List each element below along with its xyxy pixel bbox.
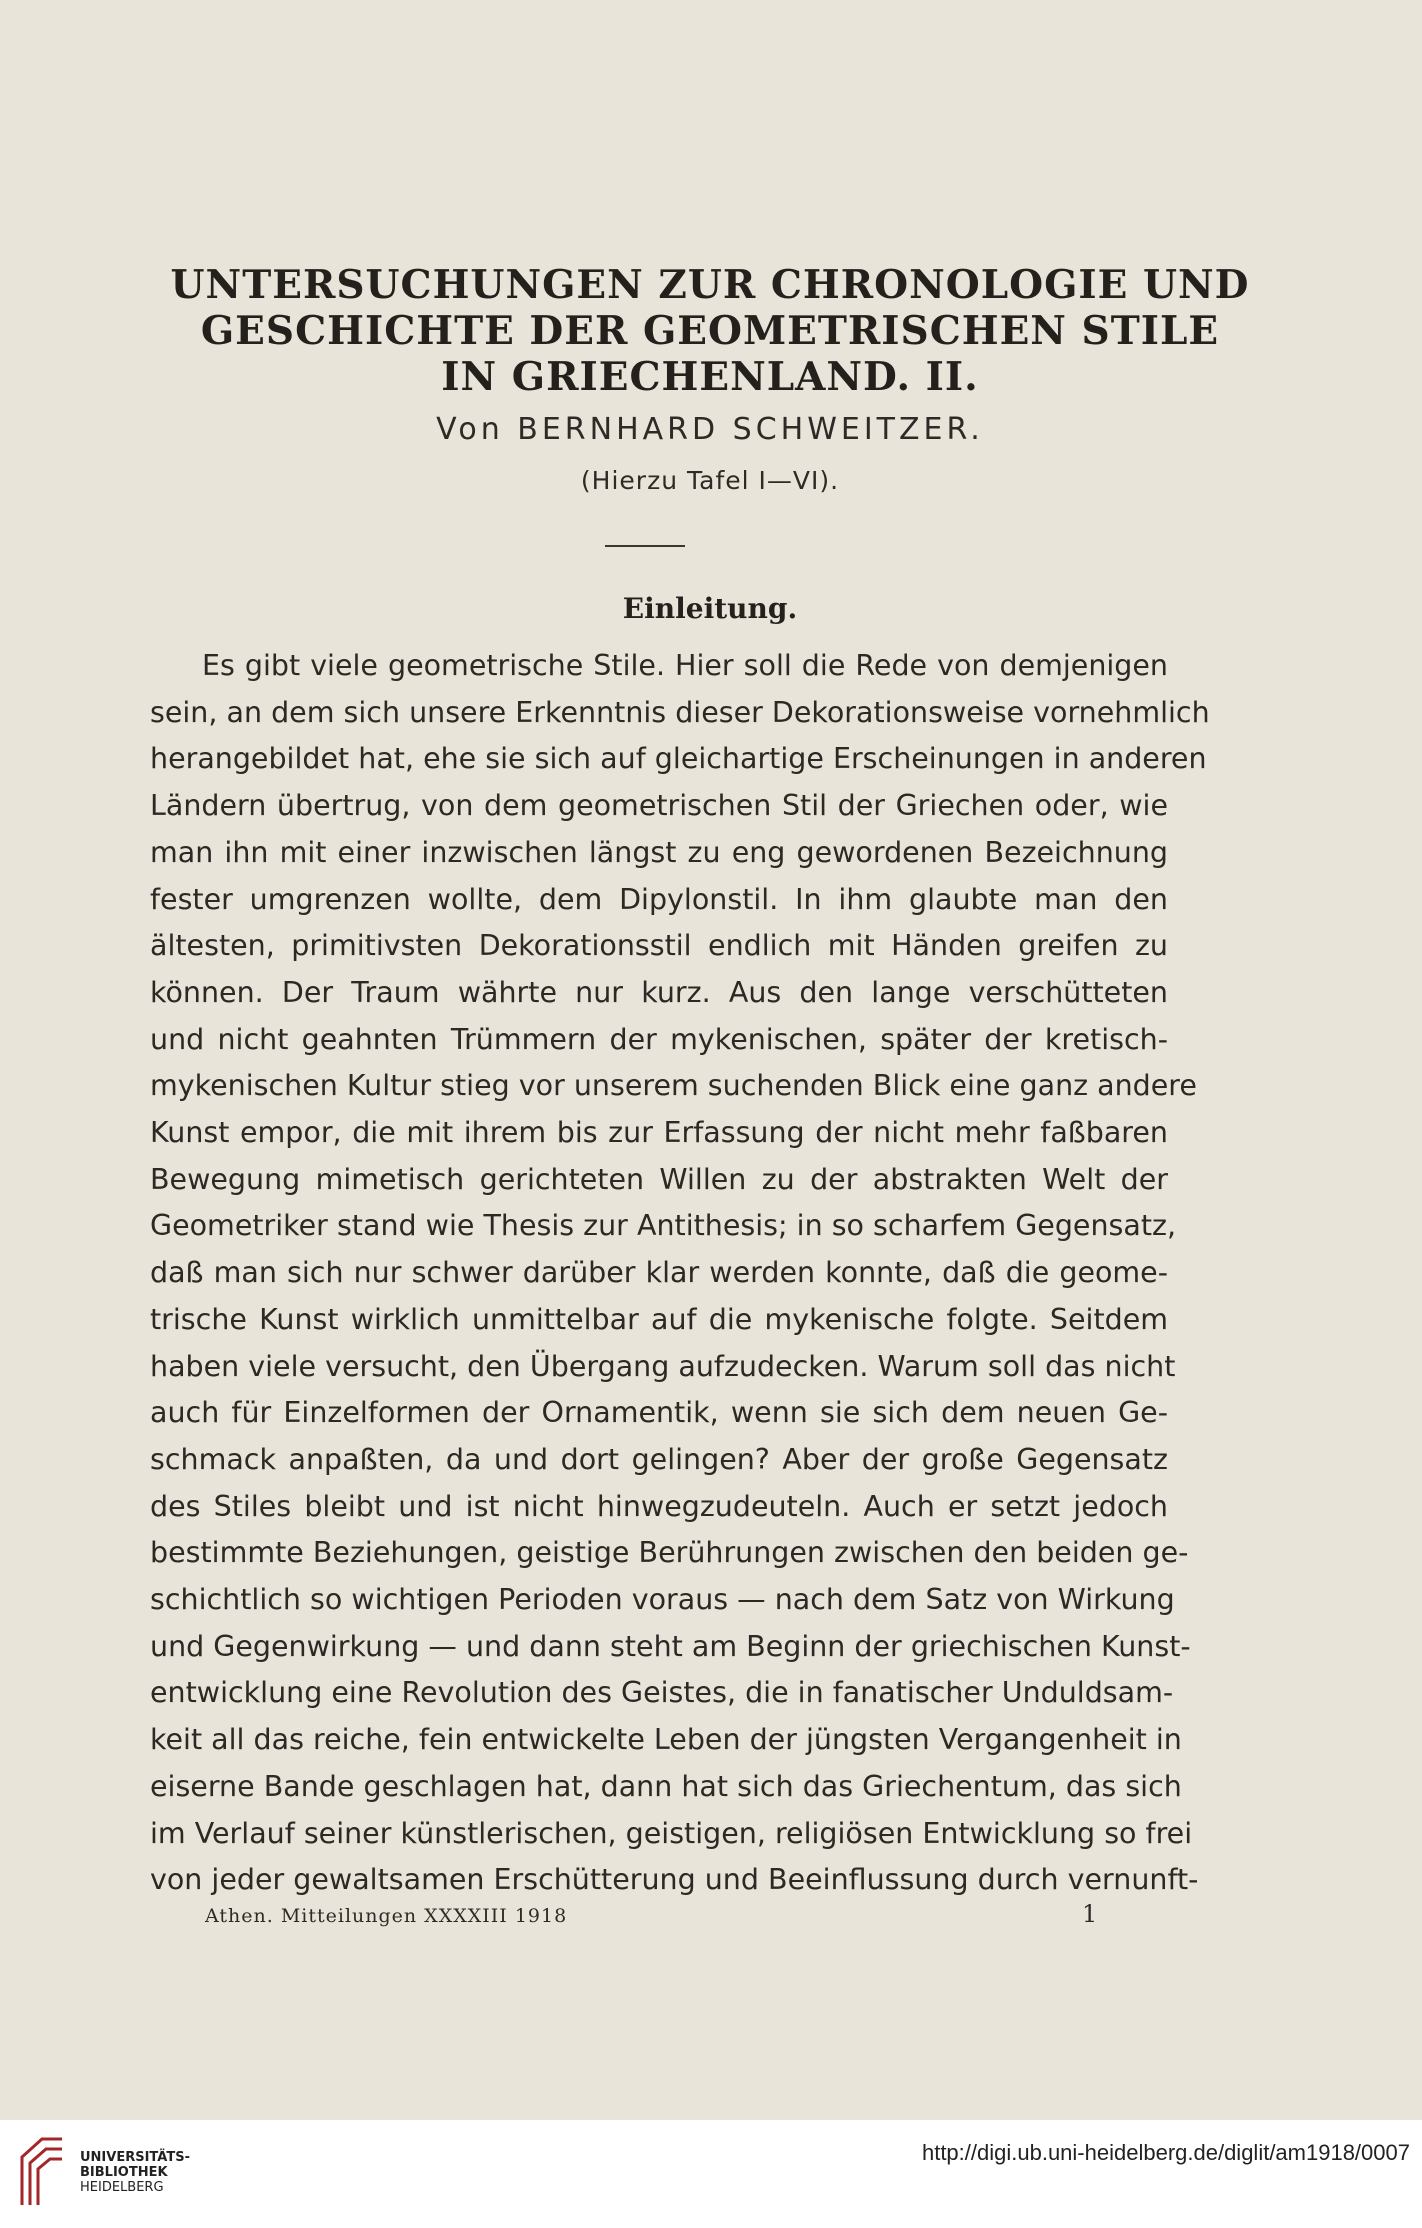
- body-line: und Gegenwirkung — und dann steht am Beginn der griechischen Kunst-: [150, 1629, 1191, 1663]
- library-line-1: UNIVERSITÄTS-: [80, 2150, 190, 2165]
- article-title: [140, 262, 1280, 400]
- body-line: herangebildet hat, ehe sie sich auf gleichartige Erscheinungen in anderen: [150, 742, 1207, 776]
- body-line: schichtlich so wichtigen Perioden voraus — nach dem Satz von Wirkung: [150, 1583, 1175, 1617]
- body-line: entwicklung eine Revolution des Geistes, die in fanatischer Unduldsam-: [150, 1676, 1174, 1710]
- body-line: Bewegung mimetisch gerichteten Willen zu der abstrakten Welt der: [150, 1162, 1168, 1196]
- journal-footer: Athen. Mitteilungen XXXXIII 1918: [205, 1905, 568, 1927]
- permalink-url[interactable]: http://digi.ub.uni-heidelberg.de/diglit/am1918/0007: [921, 2140, 1410, 2165]
- plates-note: (Hierzu Tafel I—VI).: [580, 466, 840, 495]
- body-line: des Stiles bleibt und ist nicht hinwegzudeuteln. Auch er setzt jedoch: [150, 1489, 1168, 1523]
- body-line: ältesten, primitivsten Dekorationsstil endlich mit Händen greifen zu: [150, 929, 1168, 963]
- divider-rule: [605, 545, 685, 547]
- body-line: sein, an dem sich unsere Erkenntnis dieser Dekorationsweise vornehmlich: [150, 695, 1210, 729]
- author-line: Von BERNHARD SCHWEITZER.: [436, 412, 984, 447]
- section-heading: Einleitung.: [622, 592, 798, 625]
- page-number: 1: [1082, 1900, 1098, 1928]
- body-line: von jeder gewaltsamen Erschütterung und Beeinflussung durch vernunft-: [150, 1863, 1199, 1897]
- body-line: Kunst empor, die mit ihrem bis zur Erfassung der nicht mehr faßbaren: [150, 1116, 1168, 1150]
- library-line-3: HEIDELBERG: [80, 2180, 164, 2195]
- body-line: man ihn mit einer inzwischen längst zu eng gewordenen Bezeichnung: [150, 835, 1168, 869]
- body-line: Ländern übertrug, von dem geometrischen Stil der Griechen oder, wie: [150, 789, 1168, 823]
- body-line: daß man sich nur schwer darüber klar werden konnte, daß die geome-: [150, 1256, 1168, 1290]
- title-line-2: GESCHICHTE DER GEOMETRISCHEN STILE: [200, 308, 1220, 354]
- body-line: und nicht geahnten Trümmern der mykenischen, später der kretisch-: [150, 1022, 1168, 1056]
- body-line: bestimmte Beziehungen, geistige Berührungen zwischen den beiden ge-: [150, 1536, 1189, 1570]
- library-name: [80, 2150, 190, 2195]
- body-line: Geometriker stand wie Thesis zur Antithesis; in so scharfem Gegensatz,: [150, 1209, 1177, 1243]
- body-line: haben viele versucht, den Übergang aufzudecken. Warum soll das nicht: [150, 1349, 1176, 1383]
- body-line: können. Der Traum währte nur kurz. Aus den lange verschütteten: [150, 975, 1168, 1009]
- heidelberg-library-logo-icon[interactable]: [16, 2135, 66, 2211]
- body-line: eiserne Bande geschlagen hat, dann hat sich das Griechentum, das sich: [150, 1769, 1182, 1803]
- viewer-footer-bar: [0, 2120, 1422, 2228]
- library-line-2: BIBLIOTHEK: [80, 2165, 168, 2180]
- body-line: schmack anpaßten, da und dort gelingen? Aber der große Gegensatz: [150, 1442, 1168, 1476]
- body-line: auch für Einzelformen der Ornamentik, wenn sie sich dem neuen Ge-: [150, 1396, 1168, 1430]
- body-line: im Verlauf seiner künstlerischen, geistigen, religiösen Entwicklung so frei: [150, 1816, 1193, 1850]
- body-line: fester umgrenzen wollte, dem Dipylonstil. In ihm glaubte man den: [150, 882, 1168, 916]
- body-line: Es gibt viele geometrische Stile. Hier soll die Rede von demjenigen: [202, 649, 1168, 682]
- body-line: mykenischen Kultur stieg vor unserem suchenden Blick eine ganz andere: [150, 1069, 1197, 1103]
- title-line-3: IN GRIECHENLAND. II.: [441, 354, 979, 400]
- title-line-1: UNTERSUCHUNGEN ZUR CHRONOLOGIE UND: [170, 262, 1250, 308]
- body-line: keit all das reiche, fein entwickelte Leben der jüngsten Vergangenheit in: [150, 1723, 1182, 1757]
- body-line: trische Kunst wirklich unmittelbar auf die mykenische folgte. Seitdem: [150, 1302, 1168, 1336]
- body-text: [150, 643, 1210, 1904]
